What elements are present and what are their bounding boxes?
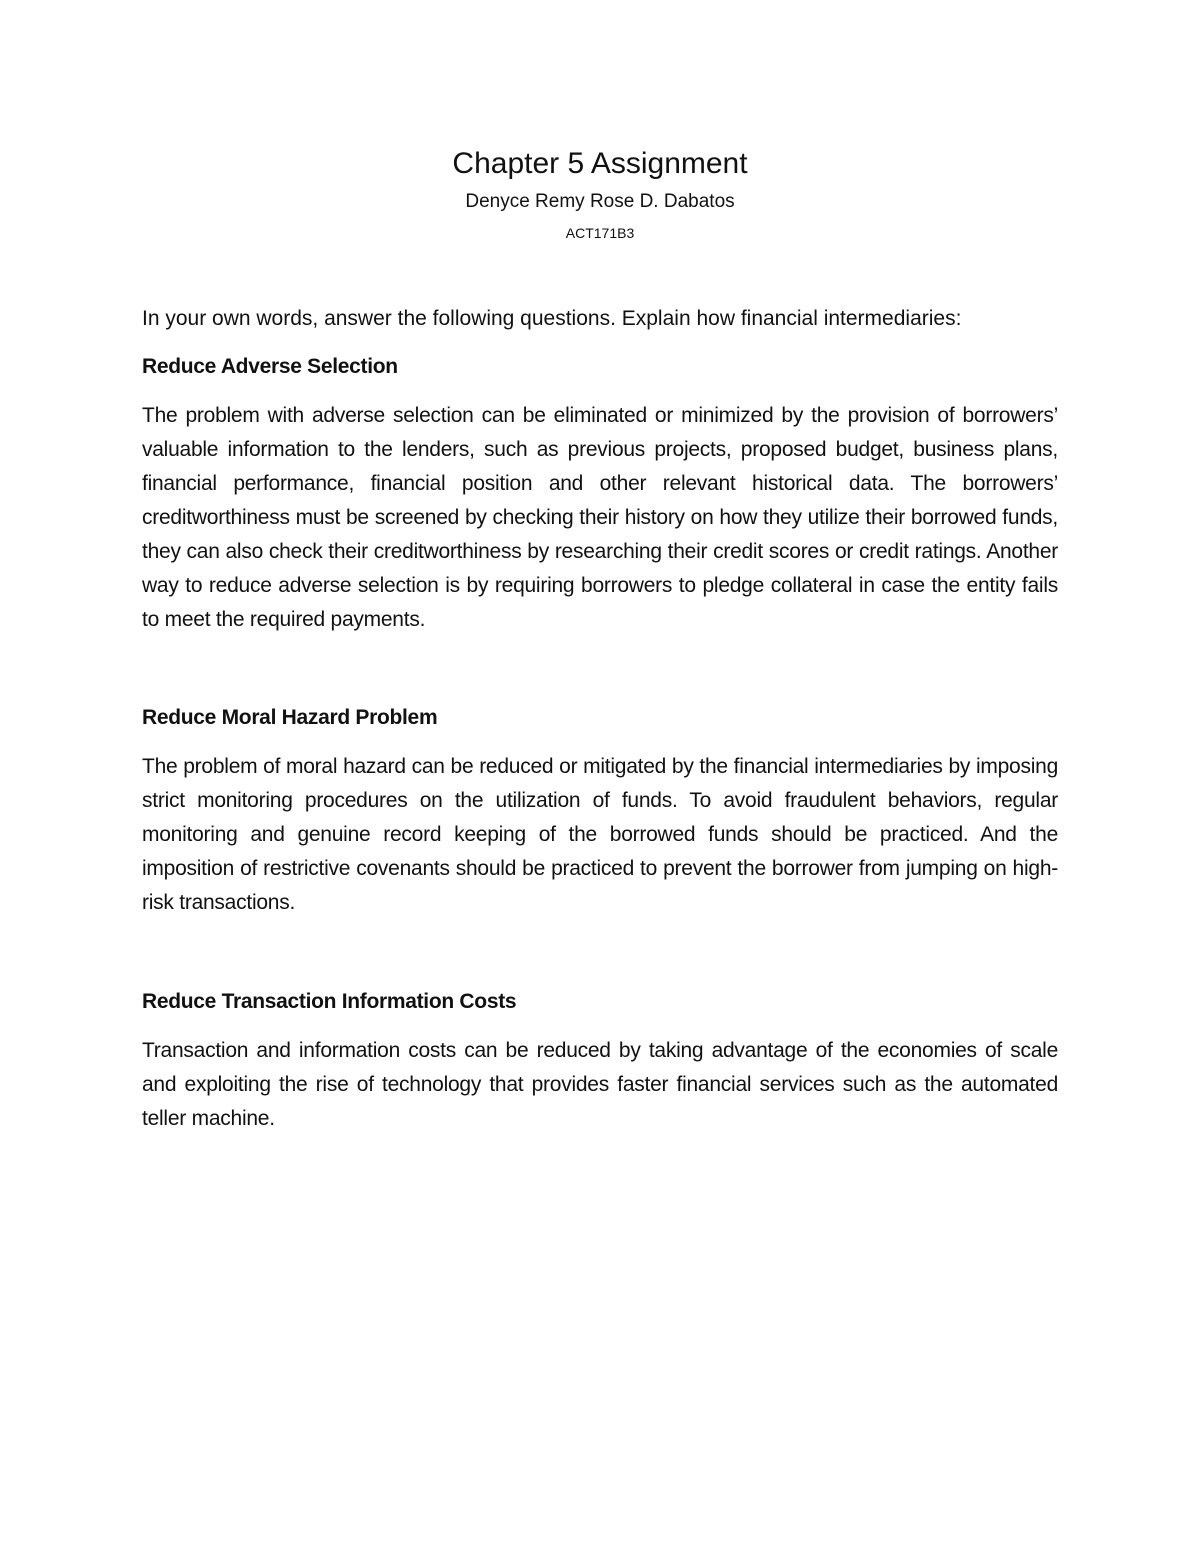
section-heading-transaction-costs: Reduce Transaction Information Costs bbox=[142, 990, 517, 1013]
document-title: Chapter 5 Assignment bbox=[452, 147, 748, 180]
class-section-code: ACT171B3 bbox=[565, 225, 635, 241]
section-heading-adverse-selection: Reduce Adverse Selection bbox=[142, 355, 398, 378]
intro-instructions: In your own words, answer the following questions. Explain how financial intermediaries: bbox=[142, 307, 962, 330]
section-body-transaction-costs: Transaction and information costs can be reduced by taking advantage of the economies of scale and exploiting the rise of technology that provides faster financial services such as the automated teller machine. bbox=[142, 1039, 1058, 1130]
section-body-moral-hazard: The problem of moral hazard can be reduced or mitigated by the financial intermediaries by imposing strict monitoring procedures on the utilization of funds. To avoid fraudulent behaviors, regular monitoring and genuine record keeping of the borrowed funds should be practiced. And the imposition of restrictive covenants should be practiced to prevent the borrower from jumping on high-risk transactions. bbox=[142, 755, 1058, 914]
author-name: Denyce Remy Rose D. Dabatos bbox=[465, 191, 735, 212]
section-heading-moral-hazard: Reduce Moral Hazard Problem bbox=[142, 706, 438, 729]
section-body-adverse-selection: The problem with adverse selection can be eliminated or minimized by the provision of borrowers’ valuable information to the lenders, such as previous projects, proposed budget, business plans, financial performance, financial position and other relevant historical data. The borrowers’ creditworthiness must be screened by checking their history on how they utilize their borrowed funds, they can also check their creditworthiness by researching their credit scores or credit ratings. Another way to reduce adverse selection is by requiring borrowers to pledge collateral in case the entity fails to meet the required payments. bbox=[142, 404, 1058, 631]
